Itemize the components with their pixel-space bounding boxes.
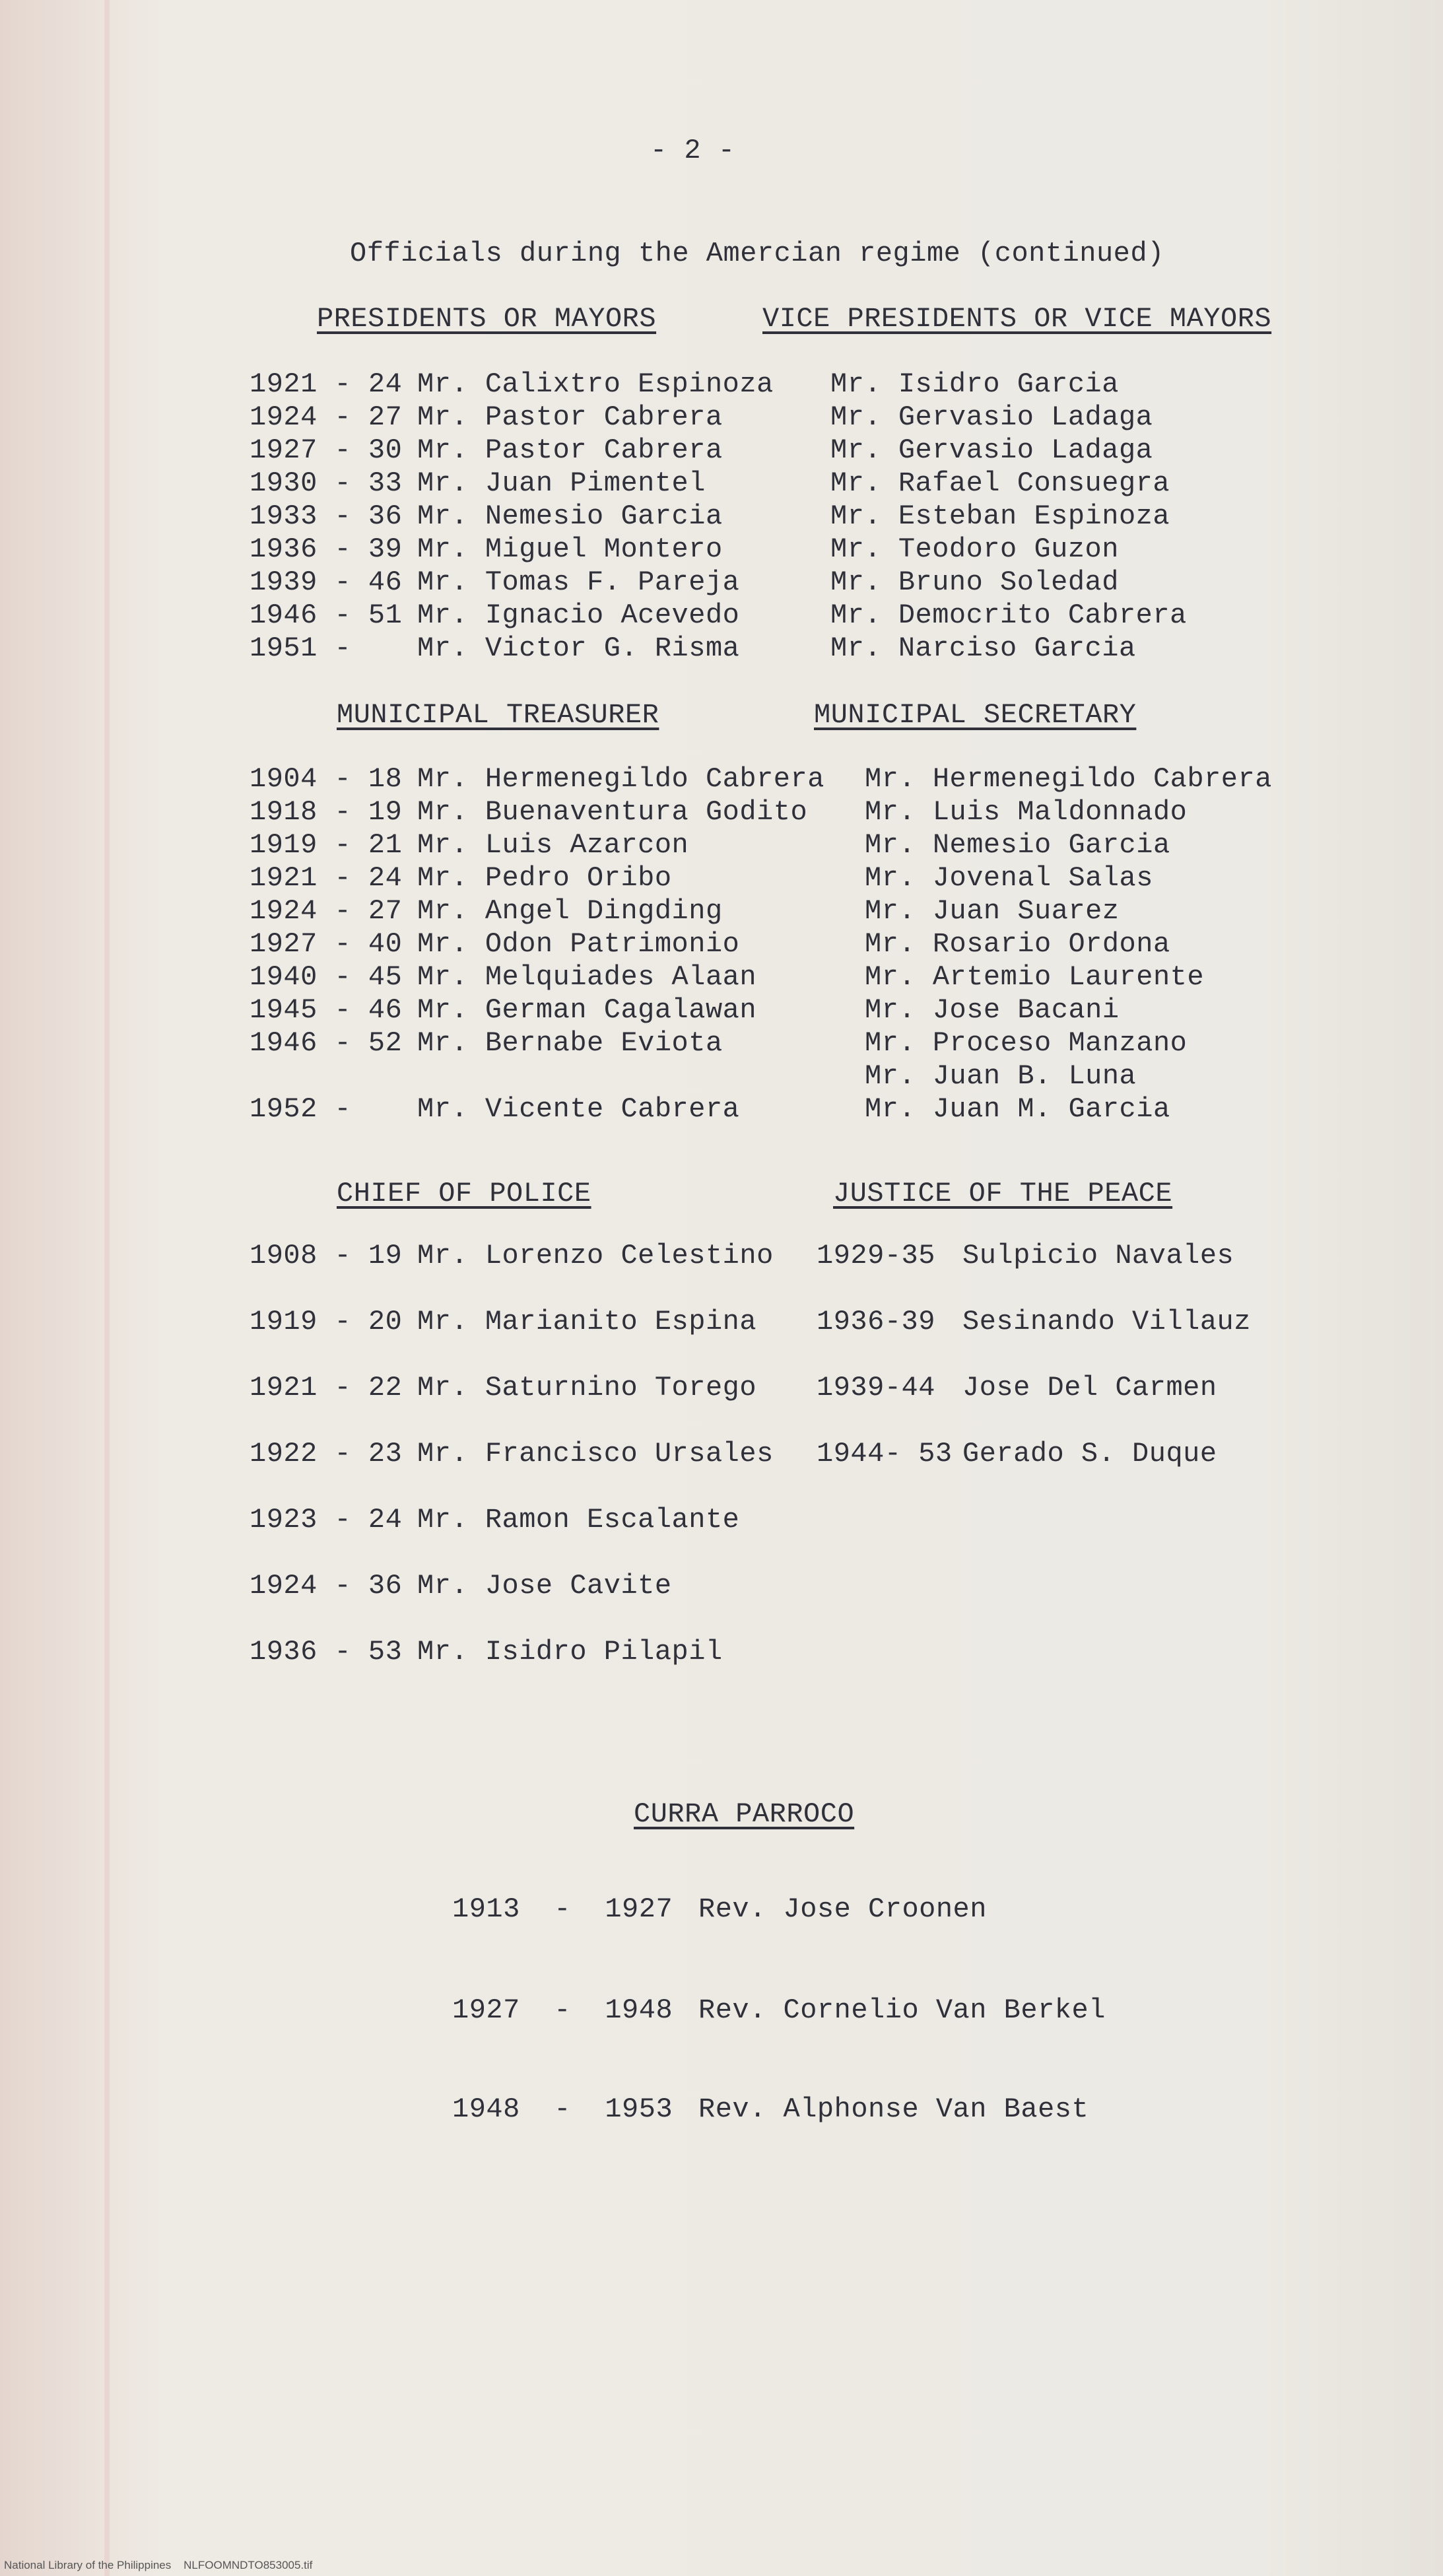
presidents-row-name: Mr. Pastor Cabrera bbox=[417, 434, 723, 466]
treasurer-row-name: Mr. Vicente Cabrera bbox=[417, 1093, 740, 1125]
parroco-row-years: 1913 - 1927 bbox=[452, 1893, 673, 1925]
vice_presidents-row-name: Mr. Esteban Espinoza bbox=[830, 500, 1170, 532]
vice-presidents-heading: VICE PRESIDENTS OR VICE MAYORS bbox=[762, 303, 1272, 335]
presidents-row-years: 1924 - 27 bbox=[250, 401, 403, 433]
police-row-name: Mr. Lorenzo Celestino bbox=[417, 1240, 774, 1271]
justice-row-years: 1929-35 bbox=[817, 1240, 935, 1271]
parroco-row-name: Rev. Cornelio Van Berkel bbox=[698, 1994, 1106, 2026]
presidents-row-name: Mr. Tomas F. Pareja bbox=[417, 566, 740, 598]
vice_presidents-row-name: Mr. Rafael Consuegra bbox=[830, 467, 1170, 499]
vice_presidents-row-name: Mr. Gervasio Ladaga bbox=[830, 434, 1153, 466]
parroco-heading: CURRA PARROCO bbox=[634, 1798, 855, 1830]
parroco-row-years: 1948 - 1953 bbox=[452, 2093, 673, 2125]
presidents-row-name: Mr. Ignacio Acevedo bbox=[417, 599, 740, 631]
justice-row-years: 1939-44 bbox=[817, 1372, 935, 1404]
justice-row-name: Sulpicio Navales bbox=[962, 1240, 1234, 1271]
presidents-row-name: Mr. Juan Pimentel bbox=[417, 467, 706, 499]
presidents-row-years: 1946 - 51 bbox=[250, 599, 403, 631]
presidents-row-years: 1921 - 24 bbox=[250, 368, 403, 400]
treasurer-row-name: Mr. Melquiades Alaan bbox=[417, 961, 757, 993]
vice_presidents-row-name: Mr. Teodoro Guzon bbox=[830, 533, 1119, 565]
police-row-name: Mr. Marianito Espina bbox=[417, 1306, 757, 1338]
presidents-row-years: 1951 - bbox=[250, 632, 352, 664]
treasurer-row-name: Mr. Pedro Oribo bbox=[417, 862, 672, 894]
police-row-name: Mr. Ramon Escalante bbox=[417, 1504, 740, 1536]
treasurer-row-years: 1927 - 40 bbox=[250, 928, 403, 960]
justice-row-name: Jose Del Carmen bbox=[962, 1372, 1217, 1404]
treasurer-row-years: 1940 - 45 bbox=[250, 961, 403, 993]
treasurer-row-years: 1919 - 21 bbox=[250, 829, 403, 861]
presidents-row-years: 1927 - 30 bbox=[250, 434, 403, 466]
parroco-row-name: Rev. Jose Croonen bbox=[698, 1893, 987, 1925]
vice_presidents-row-name: Mr. Bruno Soledad bbox=[830, 566, 1119, 598]
scan-footer: National Library of the Philippines NLFOOMNDTO853005.tif bbox=[4, 2559, 313, 2571]
secretary-row-name: Mr. Juan M. Garcia bbox=[865, 1093, 1170, 1125]
secretary-heading: MUNICIPAL SECRETARY bbox=[814, 699, 1137, 731]
secretary-row-name: Mr. Jovenal Salas bbox=[865, 862, 1153, 894]
treasurer-row-years: 1952 - bbox=[250, 1093, 352, 1125]
treasurer-row-name: Mr. Odon Patrimonio bbox=[417, 928, 740, 960]
police-row-years: 1921 - 22 bbox=[250, 1372, 403, 1404]
justice-row-name: Gerado S. Duque bbox=[962, 1438, 1217, 1470]
treasurer-row-name: Mr. Buenaventura Godito bbox=[417, 796, 808, 828]
presidents-row-years: 1936 - 39 bbox=[250, 533, 403, 565]
secretary-row-name: Mr. Juan B. Luna bbox=[865, 1060, 1137, 1092]
presidents-row-name: Mr. Pastor Cabrera bbox=[417, 401, 723, 433]
vice_presidents-row-name: Mr. Democrito Cabrera bbox=[830, 599, 1187, 631]
presidents-row-years: 1939 - 46 bbox=[250, 566, 403, 598]
vice_presidents-row-name: Mr. Gervasio Ladaga bbox=[830, 401, 1153, 433]
treasurer-row-years: 1904 - 18 bbox=[250, 763, 403, 795]
treasurer-row-name: Mr. Luis Azarcon bbox=[417, 829, 689, 861]
police-row-name: Mr. Isidro Pilapil bbox=[417, 1636, 723, 1668]
secretary-row-name: Mr. Proceso Manzano bbox=[865, 1027, 1188, 1059]
treasurer-row-years: 1924 - 27 bbox=[250, 895, 403, 927]
treasurer-row-name: Mr. Bernabe Eviota bbox=[417, 1027, 723, 1059]
treasurer-row-name: Mr. Hermenegildo Cabrera bbox=[417, 763, 824, 795]
police-row-name: Mr. Francisco Ursales bbox=[417, 1438, 774, 1470]
justice-row-years: 1944- 53 bbox=[817, 1438, 953, 1470]
presidents-row-years: 1930 - 33 bbox=[250, 467, 403, 499]
secretary-row-name: Mr. Jose Bacani bbox=[865, 994, 1120, 1026]
presidents-heading: PRESIDENTS OR MAYORS bbox=[317, 303, 657, 335]
page-title: Officials during the Amercian regime (continued) bbox=[350, 238, 1164, 269]
police-row-years: 1924 - 36 bbox=[250, 1570, 403, 1602]
presidents-row-name: Mr. Nemesio Garcia bbox=[417, 500, 723, 532]
treasurer-row-years: 1921 - 24 bbox=[250, 862, 403, 894]
treasurer-row-years: 1945 - 46 bbox=[250, 994, 403, 1026]
treasurer-row-name: Mr. German Cagalawan bbox=[417, 994, 757, 1026]
presidents-row-name: Mr. Calixtro Espinoza bbox=[417, 368, 774, 400]
page-number: - 2 - bbox=[650, 135, 735, 166]
police-heading: CHIEF OF POLICE bbox=[337, 1178, 591, 1209]
police-row-years: 1936 - 53 bbox=[250, 1636, 403, 1668]
treasurer-row-years: 1946 - 52 bbox=[250, 1027, 403, 1059]
police-row-name: Mr. Saturnino Torego bbox=[417, 1372, 757, 1404]
secretary-row-name: Mr. Rosario Ordona bbox=[865, 928, 1170, 960]
vice_presidents-row-name: Mr. Isidro Garcia bbox=[830, 368, 1119, 400]
secretary-row-name: Mr. Artemio Laurente bbox=[865, 961, 1205, 993]
justice-row-name: Sesinando Villauz bbox=[962, 1306, 1251, 1338]
presidents-row-years: 1933 - 36 bbox=[250, 500, 403, 532]
vice_presidents-row-name: Mr. Narciso Garcia bbox=[830, 632, 1136, 664]
justice-row-years: 1936-39 bbox=[817, 1306, 935, 1338]
police-row-years: 1919 - 20 bbox=[250, 1306, 403, 1338]
police-row-years: 1908 - 19 bbox=[250, 1240, 403, 1271]
presidents-row-name: Mr. Miguel Montero bbox=[417, 533, 723, 565]
secretary-row-name: Mr. Juan Suarez bbox=[865, 895, 1120, 927]
margin-line bbox=[104, 0, 110, 2576]
secretary-row-name: Mr. Luis Maldonnado bbox=[865, 796, 1188, 828]
police-row-years: 1922 - 23 bbox=[250, 1438, 403, 1470]
justice-heading: JUSTICE OF THE PEACE bbox=[833, 1178, 1173, 1209]
secretary-row-name: Mr. Hermenegildo Cabrera bbox=[865, 763, 1272, 795]
parroco-row-name: Rev. Alphonse Van Baest bbox=[698, 2093, 1089, 2125]
treasurer-heading: MUNICIPAL TREASURER bbox=[337, 699, 659, 731]
police-row-years: 1923 - 24 bbox=[250, 1504, 403, 1536]
treasurer-row-years: 1918 - 19 bbox=[250, 796, 403, 828]
parroco-row-years: 1927 - 1948 bbox=[452, 1994, 673, 2026]
secretary-row-name: Mr. Nemesio Garcia bbox=[865, 829, 1170, 861]
treasurer-row-name: Mr. Angel Dingding bbox=[417, 895, 723, 927]
police-row-name: Mr. Jose Cavite bbox=[417, 1570, 672, 1602]
presidents-row-name: Mr. Victor G. Risma bbox=[417, 632, 740, 664]
